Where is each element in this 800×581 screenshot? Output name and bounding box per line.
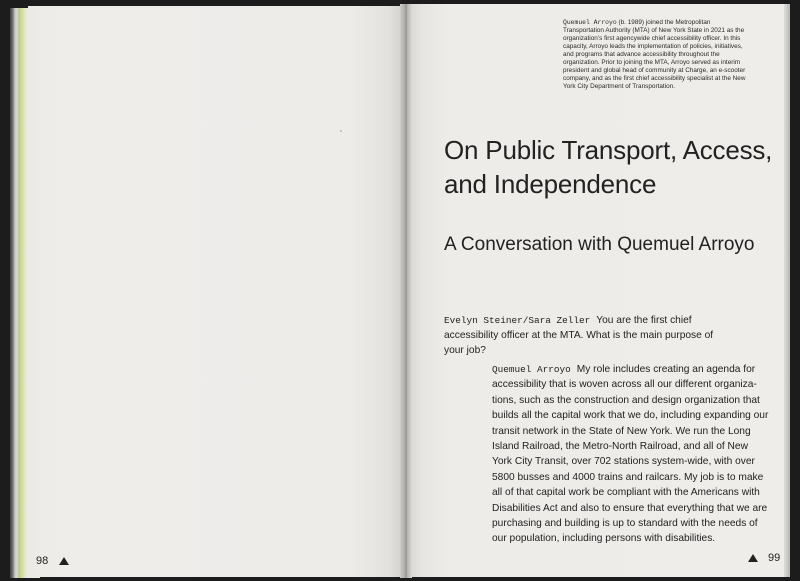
answer-speaker: Quemuel Arroyo [492,364,571,375]
chapter-subtitle: A Conversation with Quemuel Arroyo [444,234,755,255]
triangle-up-icon [748,554,758,562]
triangle-up-icon [59,557,69,565]
left-page-number: 98 [36,555,49,567]
interview-question [444,313,716,358]
right-page-number: 99 [768,552,781,564]
author-bio [563,19,753,91]
right-page-edge [784,4,790,577]
chapter-title: On Public Transport, Access, and Independence [444,135,773,199]
bio-name: Quemuel Arroyo [563,19,617,26]
book-spine [400,4,412,578]
question-speaker: Evelyn Steiner/Sara Zeller [444,315,591,326]
interview-answer [492,362,769,547]
left-page [28,6,406,577]
question-text: You are the first chief accessibility officer at the MTA. What is the main purpose of your job? [444,315,714,356]
paper-speck [340,130,342,132]
bio-text: (b. 1989) joined the Metropolitan Transportation Authority (MTA) of New York State in 2021 as the organization’s first agencywide chief accessibility officer. In this capacity, Arroyo leads the implementation of policies, initiatives, and programs that advance accessibility throughout the organization. Prior to joining the MTA, Arroyo served as interim president and global head of community at Charge, an e-scooter company, and as the first chief accessibility specialist at the New York City Department of Transportation. [563,19,746,90]
answer-text: My role includes creating an agenda for accessibility that is woven across all our different organiza-tions, such as the construction and design organization that builds all the capital work that we do, including expanding our transit network in the State of New York. We run the Long Island Railroad, the Metro-North Railroad, and all of New York City Transit, over 702 stations system-wide, with over 5800 busses and 4000 trains and railcars. My job is to make all of that capital work be compliant with the Americans with Disabilities Act and also to ensure that everything that we are purchasing and building is up to standard with the needs of our population, including persons with disabilities. [492,364,769,545]
